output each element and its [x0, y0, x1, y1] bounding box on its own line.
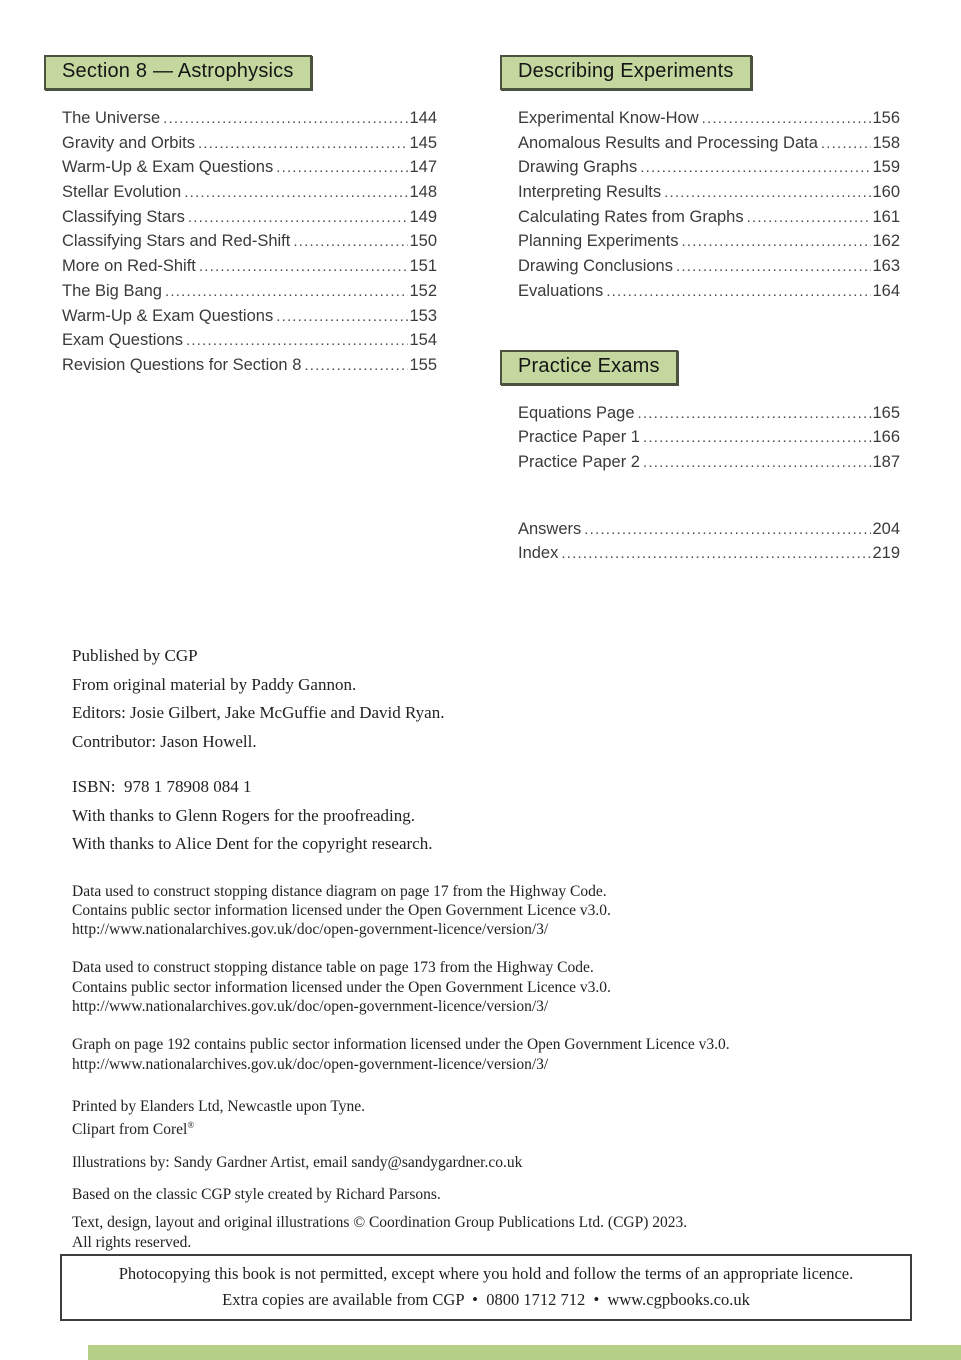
dotted-leader [293, 229, 408, 255]
toc-entry-page: 145 [409, 133, 437, 152]
toc-entry [62, 254, 437, 279]
toc-entry [518, 229, 900, 254]
dotted-leader [664, 180, 871, 206]
toc-entry [62, 279, 437, 304]
toc-entry-page: 150 [409, 232, 437, 251]
photocopy-notice-line1: Photocopying this book is not permitted, except where you hold and follow the terms of an appropriate licence. [118, 1264, 854, 1283]
toc-entry-page: 161 [872, 207, 900, 226]
dotted-leader [747, 205, 871, 231]
dotted-leader [821, 131, 871, 157]
publication-info [72, 642, 862, 859]
toc-entry-page: 148 [409, 183, 437, 202]
toc-entry-label: Answers [518, 519, 582, 538]
toc-entry-page: 204 [872, 519, 900, 538]
toc-entry-label: Planning Experiments [518, 232, 679, 251]
toc-entry-label: Practice Paper 2 [518, 452, 640, 471]
toc-entry [518, 254, 900, 279]
dotted-leader [561, 541, 871, 567]
ogl-url: http://www.nationalarchives.gov.uk/doc/open-government-licence/version/3/ [72, 997, 549, 1015]
dotted-leader [186, 328, 408, 354]
toc-entry-page: 162 [872, 232, 900, 251]
toc-column-right [500, 55, 902, 566]
toc-entry-label: Index [518, 544, 559, 563]
practice-exams-block [500, 350, 902, 475]
toc-entry-label: Evaluations [518, 281, 604, 300]
toc-entry [62, 106, 437, 131]
ogl-url: http://www.nationalarchives.gov.uk/doc/open-government-licence/version/3/ [72, 1055, 549, 1073]
thanks-copyright-line: With thanks to Alice Dent for the copyright research. [72, 834, 433, 853]
licence-source-line: Data used to construct stopping distance diagram on page 17 from the Highway Code. [72, 882, 607, 900]
toc-list-astrophysics [62, 106, 437, 378]
thanks-proofreading-line: With thanks to Glenn Rogers for the proofreading. [72, 805, 416, 825]
dotted-leader [276, 304, 408, 330]
dotted-leader [165, 279, 408, 305]
dotted-leader [702, 106, 871, 132]
published-by-line: Published by CGP [72, 646, 198, 665]
copyright-info [72, 1213, 862, 1252]
toc-entry [518, 279, 900, 304]
dotted-leader [606, 279, 871, 305]
ogl-line: Contains public sector information licensed under the Open Government Licence v3.0. [72, 978, 611, 996]
toc-entry-label: Drawing Graphs [518, 158, 638, 177]
ogl-url: http://www.nationalarchives.gov.uk/doc/open-government-licence/version/3/ [72, 921, 549, 939]
toc-entry [518, 180, 900, 205]
dotted-leader [163, 106, 408, 132]
toc-entry-label: Calculating Rates from Graphs [518, 207, 744, 226]
toc-entry-label: Warm-Up & Exam Questions [62, 306, 274, 325]
toc-list-experiments [518, 106, 900, 304]
toc-entry-label: The Universe [62, 109, 161, 127]
toc-entry [518, 401, 900, 426]
toc-entry [62, 328, 437, 353]
toc-entry-page: 155 [409, 355, 437, 374]
toc-entry-page: 163 [872, 257, 900, 276]
page-edge-green-bar [88, 1345, 961, 1360]
toc-entry-page: 151 [409, 257, 437, 276]
dotted-leader [304, 353, 408, 379]
licence-block-graph [72, 1035, 862, 1074]
dotted-leader [199, 254, 408, 280]
clipart-text: Clipart from Corel [72, 1121, 188, 1139]
toc-entry-page: 219 [872, 544, 900, 563]
toc-entry-page: 153 [409, 306, 437, 325]
toc-entry [62, 304, 437, 329]
toc-entry [518, 450, 900, 475]
dotted-leader [184, 180, 408, 206]
colophon [72, 642, 862, 1252]
dotted-leader [682, 229, 871, 255]
licence-block-table [72, 958, 862, 1016]
toc-entry [62, 353, 437, 378]
toc-entry-label: Practice Paper 1 [518, 428, 640, 447]
dotted-leader [638, 401, 871, 427]
toc-entry-label: Gravity and Orbits [62, 133, 195, 152]
toc-entry-label: The Big Bang [62, 281, 162, 300]
toc-entry-page: 158 [872, 133, 900, 152]
section-title-practice-exams: Practice Exams [500, 350, 678, 385]
dotted-leader [198, 131, 408, 157]
toc-entry-page: 149 [409, 207, 437, 226]
dotted-leader [276, 155, 408, 181]
dotted-leader [676, 254, 871, 280]
toc-entry-label: Classifying Stars [62, 207, 185, 226]
copyright-line: Text, design, layout and original illustrations © Coordination Group Publications Ltd. (CGP) 2023. [72, 1214, 688, 1232]
isbn-line: ISBN: 978 1 78908 084 1 [72, 777, 252, 796]
dotted-leader [640, 155, 871, 181]
toc-entry-page: 160 [872, 183, 900, 202]
toc-entry-label: Exam Questions [62, 331, 184, 350]
section-title-experiments: Describing Experiments [500, 55, 752, 90]
photocopy-notice-line2: Extra copies are available from CGP • 0800 1712 712 • www.cgpbooks.co.uk [222, 1289, 750, 1309]
backmatter-list [518, 517, 900, 566]
toc-entry-label: Warm-Up & Exam Questions [62, 158, 274, 177]
toc-entry-page: 144 [409, 109, 437, 127]
toc-entry-page: 164 [872, 281, 900, 300]
toc-entry-label: Revision Questions for Section 8 [62, 355, 302, 374]
toc-entry [518, 425, 900, 450]
toc-entry-page: 166 [872, 428, 900, 447]
toc-entry-page: 154 [409, 331, 437, 350]
contributor-line: Contributor: Jason Howell. [72, 731, 257, 751]
toc-entry-label: Drawing Conclusions [518, 257, 673, 276]
toc-entry-label: Classifying Stars and Red-Shift [62, 232, 291, 251]
toc-list-practice [518, 401, 900, 475]
toc-entry [62, 131, 437, 156]
licence-source-line: Graph on page 192 contains public sector information licensed under the Open Government Licence v3.0. [72, 1036, 730, 1054]
registered-mark: ® [187, 1120, 195, 1131]
printing-info [72, 1097, 862, 1140]
toc-entry-label: Equations Page [518, 403, 635, 422]
toc-entry-label: Stellar Evolution [62, 183, 182, 202]
licence-block-diagram [72, 882, 862, 940]
toc-entry [62, 155, 437, 180]
toc-entry-page: 187 [872, 452, 900, 471]
toc-column-left [44, 55, 438, 378]
toc-entry [518, 155, 900, 180]
toc-entry-page: 147 [409, 158, 437, 177]
original-material-line: From original material by Paddy Gannon. [72, 674, 357, 694]
clipart-line [72, 1116, 862, 1139]
photocopy-notice-box [60, 1254, 912, 1321]
toc-entry [518, 541, 900, 566]
toc-entry [518, 131, 900, 156]
dotted-leader [643, 450, 871, 476]
toc-entry-page: 159 [872, 158, 900, 177]
toc-entry [518, 205, 900, 230]
section-title-astrophysics: Section 8 — Astrophysics [44, 55, 312, 90]
licence-notices [72, 882, 862, 1074]
dotted-leader [643, 425, 871, 451]
toc-entry-page: 156 [872, 109, 900, 127]
toc-entry-label: Interpreting Results [518, 183, 662, 202]
licence-source-line: Data used to construct stopping distance table on page 173 from the Highway Code. [72, 959, 594, 977]
toc-entry [518, 106, 900, 131]
editors-line: Editors: Josie Gilbert, Jake McGuffie and David Ryan. [72, 703, 445, 722]
toc-entry-label: More on Red-Shift [62, 257, 196, 276]
dotted-leader [584, 517, 871, 543]
toc-entry-label: Anomalous Results and Processing Data [518, 133, 818, 152]
ogl-line: Contains public sector information licensed under the Open Government Licence v3.0. [72, 901, 611, 919]
toc-entry-page: 152 [409, 281, 437, 300]
toc-entry [62, 229, 437, 254]
toc-entry-page: 165 [872, 403, 900, 422]
based-on-line: Based on the classic CGP style created by Richard Parsons. [72, 1185, 441, 1203]
printed-by-line: Printed by Elanders Ltd, Newcastle upon Tyne. [72, 1097, 366, 1115]
rights-reserved-line: All rights reserved. [72, 1233, 192, 1251]
illustrations-line: Illustrations by: Sandy Gardner Artist, email sandy@sandygardner.co.uk [72, 1153, 523, 1171]
toc-entry [62, 180, 437, 205]
toc-entry-label: Experimental Know-How [518, 109, 699, 127]
toc-entry [518, 517, 900, 542]
toc-entry [62, 205, 437, 230]
dotted-leader [188, 205, 408, 231]
